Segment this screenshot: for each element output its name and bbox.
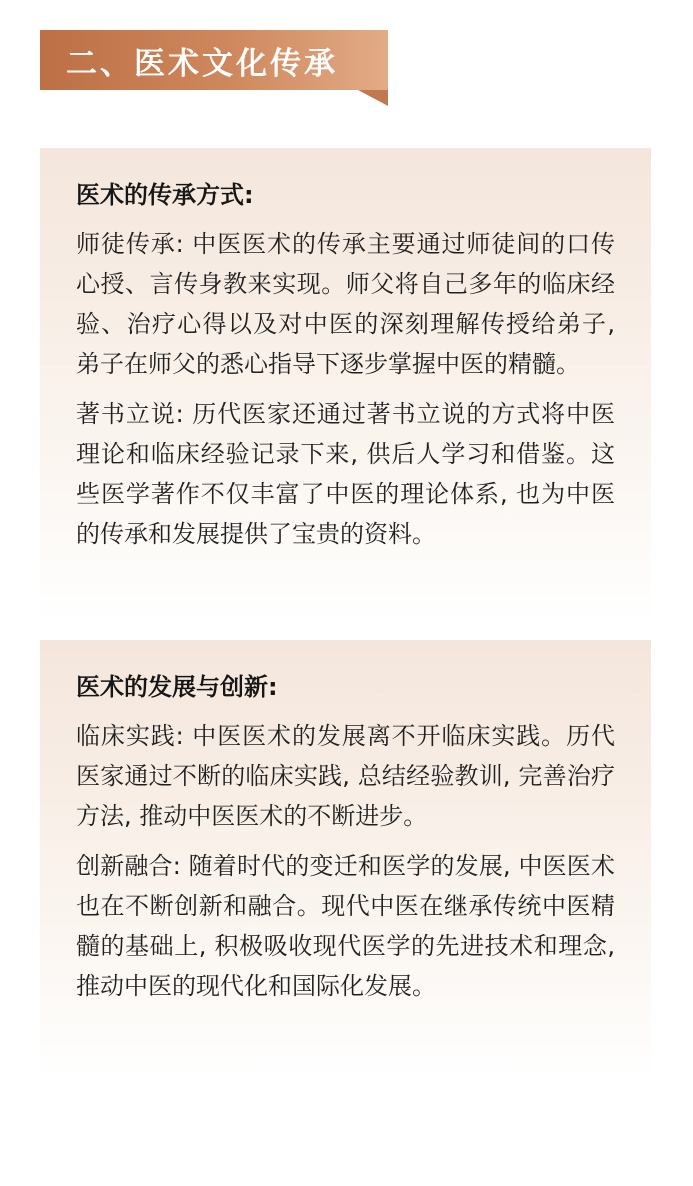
card-heading: 医术的发展与创新: (76, 673, 278, 701)
paragraph-writing: 著书立说: 历代医家还通过著书立说的方式将中医理论和临床经验记录下来, 供后人学习和借鉴。这些医学著作不仅丰富了中医的理论体系, 也为中医的传承和发展提供了宝贵的资料。 (76, 400, 615, 548)
section-banner-bar (40, 30, 388, 90)
banner-fold-decoration (358, 90, 388, 106)
paragraph-clinical-practice: 临床实践: 中医医术的发展离不开临床实践。历代医家通过不断的临床实践, 总结经验教训, 完善治疗方法, 推动中医医术的不断进步。 (76, 722, 615, 830)
development-innovation-card (40, 640, 651, 1080)
section-title: 二、医术文化传承 (66, 45, 338, 82)
paragraph-innovation: 创新融合: 随着时代的变迁和医学的发展, 中医医术也在不断创新和融合。现代中医在继承传统中医精髓的基础上, 积极吸收现代医学的先进技术和理念, 推动中医的现代化和国际化发展。 (76, 852, 615, 1000)
paragraph-mentorship: 师徒传承: 中医医术的传承主要通过师徒间的口传心授、言传身教来实现。师父将自己多年的临床经验、治疗心得以及对中医的深刻理解传授给弟子, 弟子在师父的悉心指导下逐步掌握中医的精髓。 (76, 230, 615, 378)
card-heading: 医术的传承方式: (76, 181, 254, 209)
section-banner (40, 30, 388, 106)
inheritance-methods-card (40, 148, 651, 623)
